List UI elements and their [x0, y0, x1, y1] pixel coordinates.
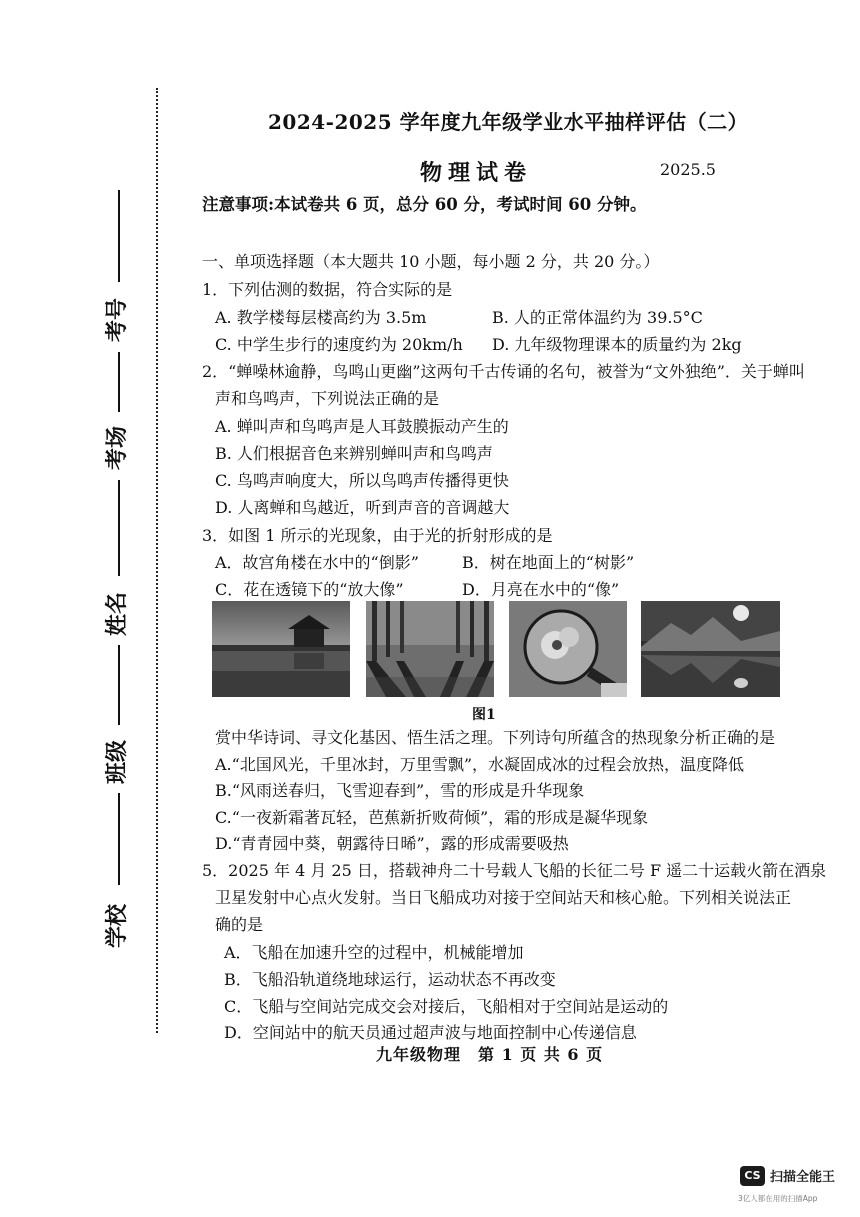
xuexiao-label: 学校	[104, 903, 130, 948]
exam-subtitle: 物理试卷	[420, 160, 533, 186]
q1-option-c: C. 中学生步行的速度约为 20km/h	[215, 335, 463, 354]
camscanner-logo-icon: CS	[740, 1166, 765, 1186]
camscanner-brand: 扫描全能王	[770, 1170, 836, 1185]
figure-1c-magnifier-flower	[509, 601, 627, 697]
q5-stem-line2: 卫星发射中心点火发射。当日飞船成功对接于空间站天和核心舱。下列相关说法正	[215, 888, 792, 907]
q3-option-b: B．树在地面上的“树影”	[462, 553, 635, 572]
q5-option-b: B．飞船沿轨道绕地球运行，运动状态不再改变	[224, 970, 556, 989]
q2-option-c: C. 鸟鸣声响度大，所以鸟鸣声传播得更快	[215, 471, 509, 490]
q3-stem: 3．如图 1 所示的光现象，由于光的折射形成的是	[202, 526, 553, 545]
kaochang-blank-line	[118, 352, 120, 412]
q4-option-a: A.“北国风光，千里冰封，万里雪飘”，水凝固成冰的过程会放热，温度降低	[215, 755, 745, 774]
q3-option-c: C．花在透镜下的“放大像”	[215, 580, 404, 599]
xingming-label: 姓名	[104, 591, 130, 636]
q1-option-d: D. 九年级物理课本的质量约为 2kg	[492, 335, 742, 354]
banji-label: 班级	[104, 739, 130, 784]
q2-option-b: B. 人们根据音色来辨别蝉叫声和鸟鸣声	[215, 444, 493, 463]
exam-date: 2025.5	[660, 160, 716, 179]
q5-stem-line1: 5．2025 年 4 月 25 日，搭载神舟二十号载人飞船的长征二号 F 遥二十运载火箭在酒泉	[202, 861, 827, 880]
q4-option-b: B.“风雨送春归，飞雪迎春到”，雪的形成是升华现象	[215, 781, 585, 800]
xingming-fill-line	[118, 645, 120, 725]
q2-stem-line1: 2．“蝉噪林逾静，鸟鸣山更幽”这两句千古传诵的名句，被誉为“文外独绝”．关于蝉叫	[202, 362, 805, 381]
q5-option-a: A．飞船在加速升空的过程中，机械能增加	[224, 943, 524, 962]
q4-option-d: D.“青青园中葵，朝露待日晞”，露的形成需要吸热	[215, 834, 569, 853]
q2-stem-line2: 声和鸟鸣声，下列说法正确的是	[215, 389, 440, 408]
q2-option-a: A. 蝉叫声和鸟鸣声是人耳鼓膜振动产生的	[215, 417, 509, 436]
page-footer: 九年级物理 第 1 页 共 6 页	[376, 1045, 604, 1064]
figure-1-caption: 图1	[472, 707, 496, 723]
q5-option-d: D．空间站中的航天员通过超声波与地面控制中心传递信息	[224, 1023, 637, 1042]
q5-stem-line3: 确的是	[215, 915, 264, 934]
q3-option-a: A．故宫角楼在水中的“倒影”	[215, 553, 419, 572]
kaohao-label: 考号	[104, 297, 130, 342]
binding-dotted-line	[156, 88, 158, 1033]
banji-blank-line	[118, 793, 120, 885]
figure-1a-corner-tower-reflection	[212, 601, 350, 697]
q5-option-c: C．飞船与空间站完成交会对接后，飞船相对于空间站是运动的	[224, 997, 669, 1016]
q1-stem: 1．下列估测的数据，符合实际的是	[202, 280, 453, 299]
kaochang-label: 考场	[104, 425, 130, 470]
kaohao-blank-line	[118, 190, 120, 282]
q1-option-b: B. 人的正常体温约为 39.5°C	[492, 308, 703, 327]
q1-option-a: A. 教学楼每层楼高约为 3.5m	[215, 308, 427, 327]
camscanner-slogan: 3亿人都在用的扫描App	[738, 1194, 818, 1203]
figure-1d-moon-reflection	[641, 601, 780, 697]
q4-stem: 赏中华诗词、寻文化基因、悟生活之理。下列诗句所蕴含的热现象分析正确的是	[215, 728, 776, 747]
figure-1b-tree-shadows	[366, 601, 494, 697]
q3-option-d: D．月亮在水中的“像”	[462, 580, 620, 599]
q2-option-d: D. 人离蝉和鸟越近，听到声音的音调越大	[215, 498, 510, 517]
exam-title: 2024-2025 学年度九年级学业水平抽样评估（二）	[268, 110, 749, 134]
q4-option-c: C.“一夜新霜著瓦轻，芭蕉新折败荷倾”，霜的形成是凝华现象	[215, 808, 649, 827]
exam-notice: 注意事项:本试卷共 6 页，总分 60 分，考试时间 60 分钟。	[202, 195, 647, 214]
xingming-blank-line	[118, 480, 120, 576]
section-heading: 一、单项选择题（本大题共 10 小题，每小题 2 分，共 20 分。）	[202, 252, 660, 271]
